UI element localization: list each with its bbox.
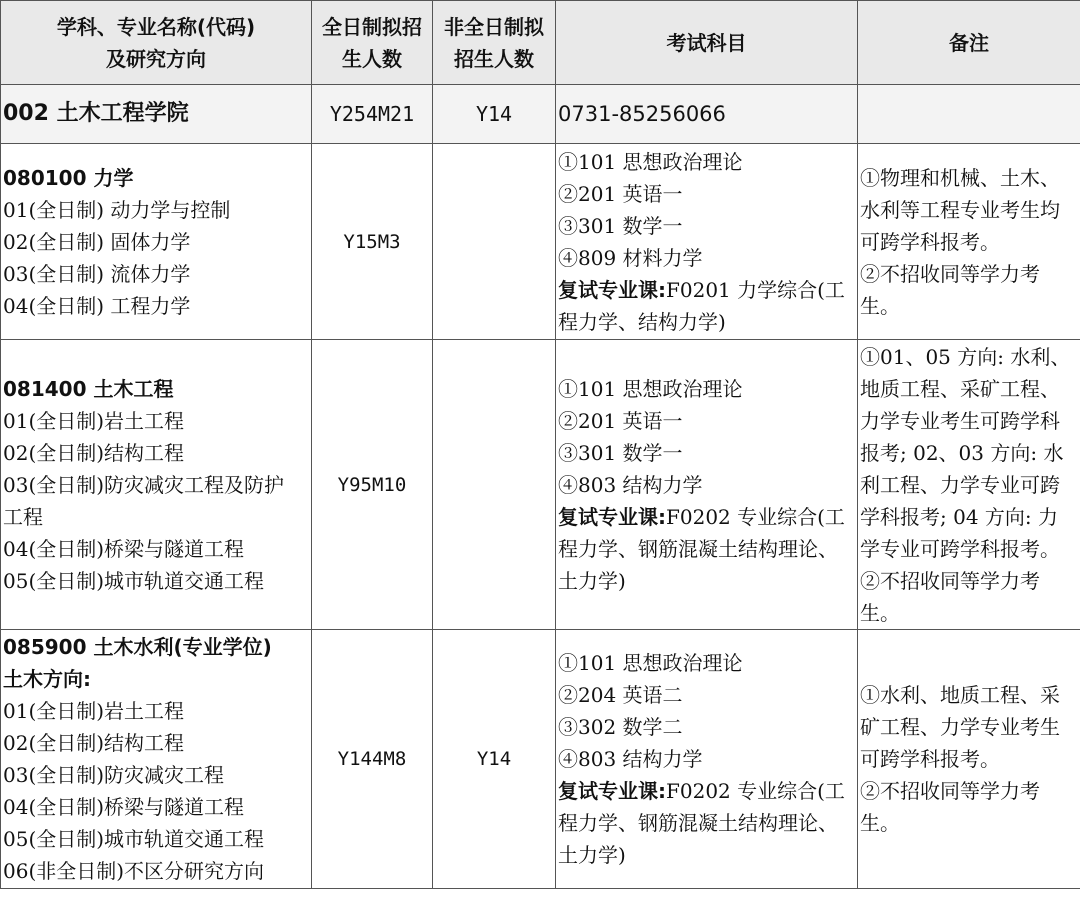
header-parttime-line-2: 招生人数: [454, 46, 534, 71]
header-notes: 备注: [858, 1, 1080, 85]
header-fulltime: [312, 1, 433, 85]
program-cell: [1, 340, 312, 630]
header-program: [1, 1, 312, 85]
college-parttime: Y14: [433, 85, 556, 144]
exam-item: ③301 数学一: [558, 213, 683, 238]
retest-text: 程力学、结构力学): [558, 309, 726, 334]
note-cell: [858, 340, 1080, 630]
note-line: ②不招收同等学力考: [860, 261, 1040, 286]
note-line: ①01、05 方向: 水利、: [860, 344, 1071, 369]
retest-label: 复试专业课:: [558, 504, 666, 529]
header-parttime: [433, 1, 556, 85]
college-fulltime: Y254M21: [312, 85, 433, 144]
direction-item: 04(全日制) 工程力学: [3, 293, 191, 318]
note-line: ①水利、地质工程、采: [860, 683, 1060, 707]
direction-item: 06(非全日制)不区分研究方向: [3, 859, 265, 883]
note-line: 可跨学科报考。: [860, 747, 1000, 771]
parttime-quota: Y14: [433, 630, 556, 889]
note-line: 生。: [860, 293, 900, 318]
note-line: 学科报考; 04 方向: 力: [860, 504, 1058, 529]
exam-cell: [556, 630, 858, 889]
fulltime-quota: Y144M8: [312, 630, 433, 889]
exam-item: ①101 思想政治理论: [558, 149, 743, 174]
note-cell: [858, 630, 1080, 889]
direction-item: 02(全日制)结构工程: [3, 731, 185, 755]
program-row-civil-hydraulic: [1, 630, 1080, 889]
fulltime-quota: Y15M3: [312, 144, 433, 340]
note-line: 生。: [860, 600, 900, 625]
header-fulltime-line-1: 全日制拟招: [322, 14, 422, 39]
direction-item: 05(全日制)城市轨道交通工程: [3, 568, 265, 593]
exam-item: ②201 英语一: [558, 181, 683, 206]
retest-text: 土力学): [558, 843, 626, 867]
retest-text: F0201 力学综合(工: [666, 277, 845, 302]
header-row: [1, 1, 1080, 85]
header-program-line-2: 及研究方向: [106, 46, 206, 71]
exam-item: ③301 数学一: [558, 440, 683, 465]
direction-item: 03(全日制)防灾减灾工程: [3, 763, 225, 787]
note-line: 矿工程、力学专业考生: [860, 715, 1060, 739]
parttime-quota: [433, 340, 556, 630]
header-program-line-1: 学科、专业名称(代码): [56, 14, 256, 39]
note-cell: [858, 144, 1080, 340]
program-cell: [1, 630, 312, 889]
note-line: 可跨学科报考。: [860, 229, 1000, 254]
retest-label: 复试专业课:: [558, 277, 666, 302]
header-exams: 考试科目: [556, 1, 858, 85]
note-line: 报考; 02、03 方向: 水: [860, 440, 1064, 465]
program-row-mechanics: [1, 144, 1080, 340]
header-fulltime-line-2: 生人数: [342, 46, 402, 71]
exam-cell: [556, 340, 858, 630]
note-line: ①物理和机械、土木、: [860, 165, 1060, 190]
direction-item: 02(全日制) 固体力学: [3, 229, 191, 254]
college-note: [858, 85, 1080, 144]
college-phone: 0731-85256066: [556, 85, 858, 144]
program-row-civil: [1, 340, 1080, 630]
college-name: 002 土木工程学院: [1, 85, 312, 144]
program-subtitle: 土木方向:: [3, 667, 91, 691]
note-line: 利工程、力学专业可跨: [860, 472, 1060, 497]
retest-text: 程力学、钢筋混凝土结构理论、: [558, 536, 838, 561]
note-line: 水利等工程专业考生均: [860, 197, 1060, 222]
exam-item: ②204 英语二: [558, 683, 683, 707]
program-title: 080100 力学: [3, 165, 134, 190]
direction-item: 05(全日制)城市轨道交通工程: [3, 827, 265, 851]
exam-cell: [556, 144, 858, 340]
note-line: 地质工程、采矿工程、: [860, 376, 1060, 401]
exam-item: ④809 材料力学: [558, 245, 703, 270]
parttime-quota: [433, 144, 556, 340]
exam-item: ①101 思想政治理论: [558, 651, 743, 675]
retest-label: 复试专业课:: [558, 779, 666, 803]
direction-item: 01(全日制)岩土工程: [3, 408, 185, 433]
header-parttime-line-1: 非全日制拟: [444, 14, 544, 39]
direction-item: 03(全日制) 流体力学: [3, 261, 191, 286]
note-line: 学专业可跨学科报考。: [860, 536, 1060, 561]
program-title: 081400 土木工程: [3, 376, 174, 401]
note-line: ②不招收同等学力考: [860, 779, 1040, 803]
direction-item: 04(全日制)桥梁与隧道工程: [3, 795, 245, 819]
note-line: 生。: [860, 811, 900, 835]
direction-item: 03(全日制)防灾减灾工程及防护: [3, 472, 285, 497]
exam-item: ①101 思想政治理论: [558, 376, 743, 401]
note-line: 力学专业考生可跨学科: [860, 408, 1060, 433]
program-title: 085900 土木水利(专业学位): [3, 635, 272, 659]
retest-text: F0202 专业综合(工: [666, 779, 845, 803]
exam-item: ④803 结构力学: [558, 747, 703, 771]
program-cell: [1, 144, 312, 340]
retest-text: 土力学): [558, 568, 626, 593]
direction-item: 工程: [3, 504, 43, 529]
college-row: [1, 85, 1080, 144]
exam-item: ②201 英语一: [558, 408, 683, 433]
fulltime-quota: Y95M10: [312, 340, 433, 630]
retest-text: 程力学、钢筋混凝土结构理论、: [558, 811, 838, 835]
exam-item: ④803 结构力学: [558, 472, 703, 497]
direction-item: 04(全日制)桥梁与隧道工程: [3, 536, 245, 561]
direction-item: 01(全日制) 动力学与控制: [3, 197, 231, 222]
exam-item: ③302 数学二: [558, 715, 683, 739]
direction-item: 02(全日制)结构工程: [3, 440, 185, 465]
direction-item: 01(全日制)岩土工程: [3, 699, 185, 723]
retest-text: F0202 专业综合(工: [666, 504, 845, 529]
note-line: ②不招收同等学力考: [860, 568, 1040, 593]
